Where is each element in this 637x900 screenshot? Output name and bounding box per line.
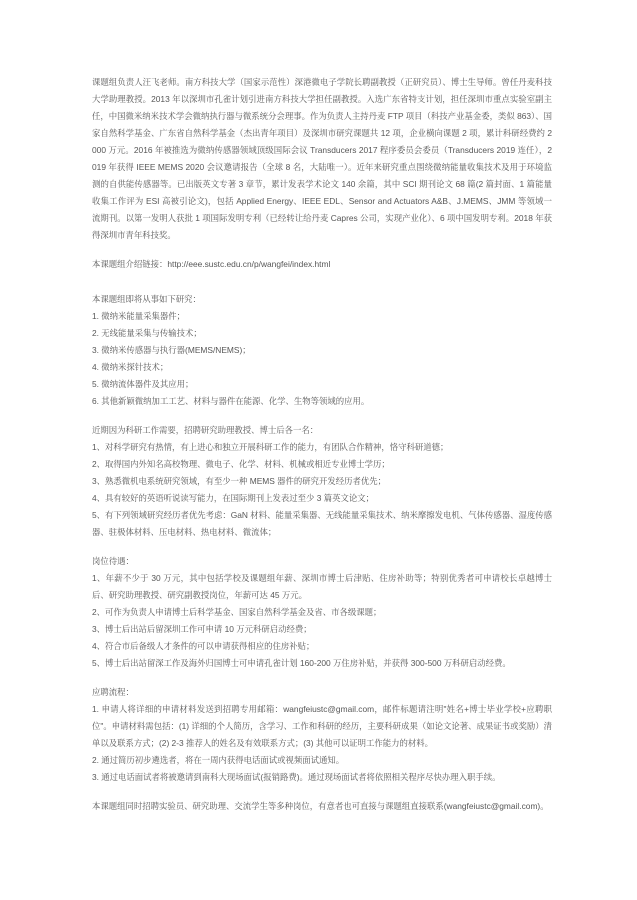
recruitment-section (92, 422, 552, 541)
research-header: 本课题组即将从事如下研究： (92, 294, 201, 304)
group-link-label: 本课题组介绍链接： (92, 259, 168, 269)
benefit-item: 1、年薪不少于 30 万元，其中包括学校及课题组年薪、深圳市博士后津贴、住房补助等；特别优秀者可申请校长卓越博士后、研究助理教授、研究副教授岗位，年薪可达 45 万元。 (92, 573, 552, 600)
footer-note: 本课题组同时招聘实验员、研究助理、交流学生等多种岗位，有意者也可直接与课题组直接联系(wangfeiustc@gmail.com)。 (92, 801, 549, 811)
requirement-item: 5、有下列领域研究经历者优先考虑：GaN 材料、能量采集器、无线能量采集技术、纳米摩擦发电机、气体传感器、湿度传感器、驻极体材料、压电材料、热电材料、微流体； (92, 510, 552, 537)
process-step: 1. 申请人将详细的申请材料发送到招聘专用邮箱：wangfeiustc@gmail.com，邮件标题请注明"姓名+博士毕业学校+应聘职位"。申请材料需包括：(1) 详细的个人简历，含学习、工作和科研的经历，主要科研成果（如论文论著、成果证书或奖励）清单以及联系方式；(2) 2-3 推荐人的姓名及有效联系方式；(3) 其他可以证明工作能力的材料。 (92, 704, 552, 748)
process-step: 2. 通过简历初步遴选者，将在一周内获得电话面试或视频面试通知。 (92, 755, 345, 765)
requirement-item: 3、熟悉微机电系统研究领域，有至少一种 MEMS 器件的研究开发经历者优先； (92, 476, 387, 486)
research-section (92, 291, 552, 410)
benefit-item: 2、可作为负责人申请博士后科学基金、国家自然科学基金及省、市各级课题； (92, 607, 382, 617)
group-link-url: http://eee.sustc.edu.cn/p/wangfei/index.html (167, 259, 331, 269)
requirement-item: 4、具有较好的英语听说读写能力，在国际期刊上发表过至少 3 篇英文论文； (92, 493, 374, 503)
benefit-item: 4、符合市后备级人才条件的可以申请获得相应的住房补贴； (92, 641, 315, 651)
research-item: 6. 其他新颖微纳加工工艺、材料与器件在能源、化学、生物等领域的应用。 (92, 396, 370, 406)
recruitment-header: 近期因为科研工作需要，招聘研究助理教授、博士后各一名： (92, 425, 319, 435)
benefits-section (92, 553, 552, 672)
application-process-section (92, 684, 552, 786)
requirement-item: 1、对科学研究有热情，有上进心和独立开展科研工作的能力，有团队合作精神，恪守科研道德； (92, 442, 449, 452)
process-step: 3. 通过电话面试者将被邀请到南科大现场面试(报销路费)。通过现场面试者将依照相关程序尽快办理入职手续。 (92, 772, 501, 782)
research-item: 2. 无线能量采集与传输技术； (92, 328, 202, 338)
benefit-item: 3、博士后出站后留深圳工作可申请 10 万元科研启动经费； (92, 624, 312, 634)
intro-paragraph: 课题组负责人汪飞老师。南方科技大学（国家示范性）深港微电子学院长聘副教授（正研究员）、博士生导师。曾任丹麦科技大学助理教授。2013 年以深圳市孔雀计划引进南方科技大学担任副教授。入选广东省特支计划，担任深圳市重点实验室副主任，中国微米纳米技术学会微纳执行器与微系统分会理事。作为负责人主持丹麦 FTP 项目（科技产业基金委，类似 863）、国家自然科学基金、广东省自然科学基金（杰出青年项目）及深圳市研究课题共 12 项，企业横向课题 2 项，累计科研经费约 2000 万元。2016 年被推选为微纳传感器领域顶级国际会议 Transducers 2017 程序委员会委员（Transducers 2019 连任），2019 年获得 IEEE MEMS 2020 会议邀请报告（全球 8 名，大陆唯一）。近年来研究重点围绕微纳能量收集技术及用于环境监测的自供能传感器等。已出版英文专著 3 章节，累计发表学术论文 140 余篇，其中 SCI 期刊论文 68 篇(2 篇封面、1 篇能量收集工作评为 ESI 高被引论文)，包括 Applied Energy、IEEE EDL、Sensor and Actuators A&B、J.MEMS、JMM 等领域一流期刊。以第一发明人获批 1 项国际发明专利（已经转让给丹麦 Capres 公司，实现产业化）、6 项中国发明专利。2018 年获得深圳市青年科技奖。 (92, 77, 552, 240)
requirement-item: 2、取得国内外知名高校物理、微电子、化学、材料、机械或相近专业博士学历； (92, 459, 390, 469)
research-item: 4. 微纳米探针技术； (92, 362, 169, 372)
research-item: 1. 微纳米能量采集器件； (92, 311, 186, 321)
application-process-header: 应聘流程： (92, 687, 134, 697)
group-link-line (92, 256, 552, 273)
research-item: 3. 微纳米传感器与执行器(MEMS/NEMS)； (92, 345, 251, 355)
research-item: 5. 微纳流体器件及其应用； (92, 379, 194, 389)
benefit-item: 5、博士后出站留深工作及海外归国博士可申请孔雀计划 160-200 万住房补贴，并获得 300-500 万科研启动经费。 (92, 658, 511, 668)
benefits-header: 岗位待遇： (92, 556, 134, 566)
